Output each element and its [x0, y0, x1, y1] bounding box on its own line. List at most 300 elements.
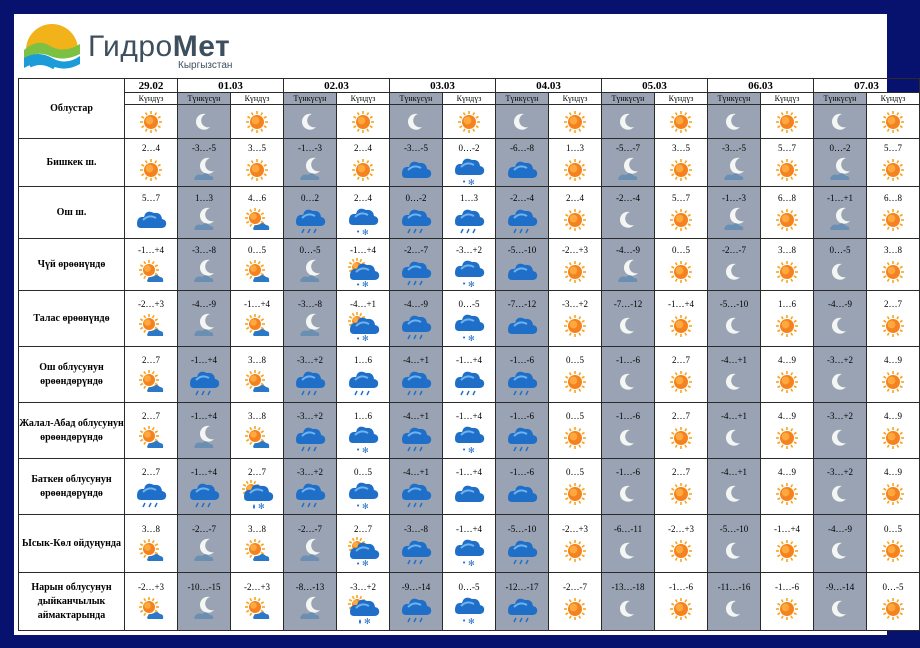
forecast-cell	[708, 291, 761, 347]
forecast-cell	[231, 239, 284, 291]
forecast-table	[18, 78, 920, 631]
cloud-icon	[506, 313, 538, 342]
svg-text:•: •	[356, 280, 361, 289]
temperature-range: -3…-5	[404, 142, 428, 153]
moon-icon	[718, 538, 750, 567]
brand-subtitle: Кыргызстан	[178, 60, 233, 71]
sun-cloud-icon	[135, 259, 167, 288]
header-weather-cell	[178, 105, 231, 139]
sun-icon	[877, 538, 909, 567]
sun-icon	[665, 259, 697, 288]
forecast-cell	[390, 347, 443, 403]
date-header: 29.02	[125, 79, 178, 93]
temperature-range: -3…+2	[826, 466, 854, 477]
day-label: Күндүз	[125, 93, 178, 105]
temperature-range: -2…-7	[563, 581, 587, 592]
temperature-range: 2…4	[566, 192, 584, 203]
table-row	[19, 291, 920, 347]
svg-text:•: •	[462, 445, 467, 454]
sun-cloud-snow-icon	[347, 538, 379, 567]
temperature-range: 2…7	[884, 298, 902, 309]
forecast-cell	[602, 459, 655, 515]
table-row	[19, 139, 920, 187]
cloud-rain-icon	[188, 369, 220, 398]
forecast-cell	[549, 139, 602, 187]
cloud-rain-icon	[400, 538, 432, 567]
temperature-range: -3…+2	[349, 581, 377, 592]
svg-text:✻: ✻	[258, 501, 265, 511]
svg-text:✻: ✻	[362, 333, 369, 343]
temperature-range: 5…7	[884, 142, 902, 153]
region-name: Нарын облусунун дыйканчылык аймактарында	[19, 573, 125, 631]
sun-icon	[559, 425, 591, 454]
moon-cloud-icon	[824, 207, 856, 236]
header-weather-cell	[337, 105, 390, 139]
temperature-range: 5…7	[672, 192, 690, 203]
sun-cloud-icon	[241, 425, 273, 454]
sun-icon	[771, 157, 803, 186]
hydromet-logo	[20, 20, 280, 80]
night-label: Түнкүсүн	[178, 93, 231, 105]
moon-icon	[612, 207, 644, 236]
moon-icon	[612, 538, 644, 567]
temperature-range: -1…+4	[667, 298, 695, 309]
temperature-range: -1…+4	[773, 523, 801, 534]
moon-icon	[718, 313, 750, 342]
svg-text:✻: ✻	[468, 558, 475, 568]
moon-icon	[718, 425, 750, 454]
temperature-range: 0…5	[248, 244, 266, 255]
temperature-range: -1…-6	[510, 354, 534, 365]
header-weather-cell	[655, 105, 708, 139]
sun-icon	[771, 313, 803, 342]
cloud-snow-icon	[347, 207, 379, 236]
temperature-range: -9…-14	[825, 581, 855, 592]
moon-cloud-icon	[294, 157, 326, 186]
sun-icon	[665, 109, 697, 138]
svg-text:•: •	[462, 616, 467, 625]
temperature-range: -1…+4	[455, 466, 483, 477]
moon-cloud-icon	[718, 157, 750, 186]
sun-icon	[771, 369, 803, 398]
forecast-cell	[867, 291, 920, 347]
header-weather-cell	[814, 105, 867, 139]
cloud-icon	[400, 157, 432, 186]
cloud-rain-icon	[453, 207, 485, 236]
temperature-range: 0…5	[566, 410, 584, 421]
forecast-cell	[549, 347, 602, 403]
temperature-range: -2…-4	[510, 192, 534, 203]
forecast-cell	[602, 573, 655, 631]
moon-cloud-icon	[188, 259, 220, 288]
forecast-cell	[602, 187, 655, 239]
temperature-range: -1…+4	[349, 244, 377, 255]
forecast-cell	[496, 347, 549, 403]
sun-icon	[347, 109, 379, 138]
temperature-range: -3…-8	[404, 523, 428, 534]
moon-icon	[400, 109, 432, 138]
cloud-rain-icon	[294, 207, 326, 236]
date-header: 02.03	[284, 79, 390, 93]
moon-icon	[718, 259, 750, 288]
forecast-cell	[814, 403, 867, 459]
temperature-range: -6…-11	[613, 523, 643, 534]
temperature-range: 2…7	[354, 523, 372, 534]
forecast-cell	[867, 239, 920, 291]
forecast-cell	[443, 239, 496, 291]
sun-icon	[665, 538, 697, 567]
forecast-cell	[443, 347, 496, 403]
header-weather-cell	[549, 105, 602, 139]
region-name: Баткен облусунун өрөөндөрүндө	[19, 459, 125, 515]
cloud-icon	[506, 481, 538, 510]
temperature-range: 5…7	[778, 142, 796, 153]
moon-cloud-icon	[612, 259, 644, 288]
temperature-range: -4…+1	[402, 466, 430, 477]
forecast-cell	[761, 459, 814, 515]
temperature-range: -2…+3	[243, 581, 271, 592]
forecast-cell	[602, 239, 655, 291]
temperature-range: 1…6	[778, 298, 796, 309]
forecast-cell	[178, 291, 231, 347]
moon-icon	[612, 313, 644, 342]
cloud-snow-icon	[453, 259, 485, 288]
forecast-cell	[231, 139, 284, 187]
forecast-cell	[549, 459, 602, 515]
moon-icon	[294, 109, 326, 138]
temperature-range: -5…-10	[719, 298, 749, 309]
forecast-cell	[867, 459, 920, 515]
temperature-range: 5…7	[142, 192, 160, 203]
temperature-range: -2…-7	[298, 523, 322, 534]
svg-text:✻: ✻	[362, 501, 369, 511]
table-row	[19, 347, 920, 403]
forecast-cell	[390, 239, 443, 291]
cloud-icon	[506, 157, 538, 186]
table-row	[19, 515, 920, 573]
forecast-cell	[761, 403, 814, 459]
temperature-range: 3…8	[142, 523, 160, 534]
table-row	[19, 187, 920, 239]
temperature-range: -3…-5	[192, 142, 216, 153]
moon-icon	[612, 109, 644, 138]
sun-cloud-rain-icon	[241, 481, 273, 510]
moon-icon	[718, 481, 750, 510]
moon-cloud-icon	[294, 596, 326, 625]
temperature-range: -5…-7	[616, 142, 640, 153]
region-name: Талас өрөөнүндө	[19, 291, 125, 347]
temperature-range: 3…8	[778, 244, 796, 255]
temperature-range: -2…-7	[192, 523, 216, 534]
moon-icon	[718, 369, 750, 398]
sun-icon	[665, 369, 697, 398]
temperature-range: -4…+1	[402, 410, 430, 421]
temperature-range: -9…-14	[401, 581, 431, 592]
sun-icon	[241, 157, 273, 186]
svg-text:✻: ✻	[468, 279, 475, 289]
sun-cloud-icon	[241, 207, 273, 236]
forecast-cell	[655, 291, 708, 347]
sun-icon	[877, 369, 909, 398]
forecast-cell	[814, 139, 867, 187]
temperature-range: 0…-5	[882, 581, 904, 592]
forecast-cell	[761, 515, 814, 573]
forecast-cell	[814, 515, 867, 573]
temperature-range: 6…8	[778, 192, 796, 203]
cloud-snow-icon	[347, 425, 379, 454]
sun-cloud-icon	[241, 538, 273, 567]
forecast-cell	[814, 347, 867, 403]
temperature-range: 4…9	[884, 410, 902, 421]
forecast-cell	[549, 291, 602, 347]
temperature-range: -1…-3	[722, 192, 746, 203]
night-label: Түнкүсүн	[284, 93, 337, 105]
forecast-cell	[284, 239, 337, 291]
svg-text:✻: ✻	[468, 177, 475, 187]
moon-icon	[612, 369, 644, 398]
forecast-cell	[761, 347, 814, 403]
forecast-cell	[178, 187, 231, 239]
temperature-range: -3…-5	[722, 142, 746, 153]
moon-cloud-icon	[824, 157, 856, 186]
temperature-range: 4…9	[778, 354, 796, 365]
temperature-range: 2…7	[672, 466, 690, 477]
temperature-range: -3…+2	[296, 410, 324, 421]
header-weather-cell	[284, 105, 337, 139]
temperature-range: 2…4	[354, 142, 372, 153]
night-label: Түнкүсүн	[814, 93, 867, 105]
cloud-snow-icon	[453, 596, 485, 625]
temperature-range: -5…-10	[719, 523, 749, 534]
cloud-rain-icon	[506, 425, 538, 454]
forecast-cell	[443, 291, 496, 347]
date-header: 06.03	[708, 79, 814, 93]
forecast-cell	[390, 459, 443, 515]
temperature-range: 0…-2	[458, 142, 480, 153]
moon-cloud-icon	[188, 207, 220, 236]
svg-text:✻: ✻	[364, 616, 371, 626]
svg-text:•: •	[356, 559, 361, 568]
brand-name: ГидроМет	[88, 30, 231, 63]
temperature-range: -3…+2	[296, 354, 324, 365]
temperature-range: 1…3	[566, 142, 584, 153]
forecast-cell	[337, 573, 390, 631]
region-name: Бишкек ш.	[19, 139, 125, 187]
sun-icon	[877, 259, 909, 288]
sun-icon	[771, 259, 803, 288]
temperature-range: -4…+1	[402, 354, 430, 365]
cloud-snow-icon	[347, 481, 379, 510]
moon-icon	[824, 596, 856, 625]
temperature-range: 0…-2	[405, 192, 427, 203]
sun-icon	[559, 313, 591, 342]
moon-icon	[612, 481, 644, 510]
forecast-cell	[231, 187, 284, 239]
temperature-range: -3…+2	[455, 244, 483, 255]
temperature-range: 2…7	[672, 354, 690, 365]
temperature-range: 6…8	[884, 192, 902, 203]
sun-icon	[559, 538, 591, 567]
forecast-cell	[549, 515, 602, 573]
forecast-cell	[178, 403, 231, 459]
sun-icon	[559, 596, 591, 625]
forecast-cell	[496, 573, 549, 631]
forecast-cell	[602, 515, 655, 573]
forecast-cell	[178, 515, 231, 573]
forecast-cell	[655, 459, 708, 515]
moon-icon	[824, 109, 856, 138]
temperature-range: 0…5	[566, 466, 584, 477]
temperature-range: -4…-9	[828, 298, 852, 309]
temperature-range: 4…9	[884, 354, 902, 365]
forecast-cell	[867, 573, 920, 631]
cloud-rain-icon	[506, 596, 538, 625]
forecast-cell	[602, 291, 655, 347]
forecast-cell	[231, 573, 284, 631]
temperature-range: -10…-15	[187, 581, 221, 592]
forecast-cell	[655, 187, 708, 239]
forecast-cell	[761, 573, 814, 631]
temperature-range: -1…+4	[190, 466, 218, 477]
sun-icon	[559, 259, 591, 288]
temperature-range: 3…8	[248, 354, 266, 365]
temperature-range: 0…-5	[299, 244, 321, 255]
forecast-cell	[125, 573, 178, 631]
forecast-cell	[496, 515, 549, 573]
forecast-cell	[178, 139, 231, 187]
temperature-range: 1…6	[354, 410, 372, 421]
forecast-cell	[284, 459, 337, 515]
forecast-cell	[231, 515, 284, 573]
svg-text:•: •	[356, 501, 361, 510]
temperature-range: -4…-9	[828, 523, 852, 534]
forecast-cell	[708, 515, 761, 573]
temperature-range: 2…7	[672, 410, 690, 421]
cloud-rain-icon	[294, 369, 326, 398]
cloud-rain-icon	[400, 313, 432, 342]
svg-text:✻: ✻	[468, 616, 475, 626]
sun-icon	[771, 425, 803, 454]
temperature-range: 2…4	[142, 142, 160, 153]
temperature-range: -3…+2	[561, 298, 589, 309]
cloud-icon	[453, 481, 485, 510]
hydromet-logo-icon	[20, 20, 84, 76]
temperature-range: 2…7	[142, 354, 160, 365]
sun-cloud-icon	[241, 313, 273, 342]
sun-icon	[665, 157, 697, 186]
temperature-range: -3…-8	[298, 298, 322, 309]
sun-icon	[877, 596, 909, 625]
forecast-cell	[867, 187, 920, 239]
forecast-cell	[284, 515, 337, 573]
forecast-cell	[761, 139, 814, 187]
cloud-rain-icon	[135, 481, 167, 510]
cloud-rain-icon	[506, 369, 538, 398]
forecast-cell	[390, 139, 443, 187]
temperature-range: -2…-4	[616, 192, 640, 203]
sun-icon	[347, 157, 379, 186]
region-name: Чүй өрөөнүндө	[19, 239, 125, 291]
sun-icon	[241, 109, 273, 138]
sun-icon	[559, 157, 591, 186]
temperature-range: -3…-8	[192, 244, 216, 255]
night-label: Түнкүсүн	[390, 93, 443, 105]
sun-cloud-icon	[241, 369, 273, 398]
moon-cloud-icon	[294, 538, 326, 567]
header-weather-cell	[125, 105, 178, 139]
temperature-range: 0…-2	[829, 142, 851, 153]
temperature-range: -13…-18	[611, 581, 645, 592]
svg-text:✻: ✻	[362, 279, 369, 289]
cloud-rain-icon	[453, 369, 485, 398]
header-weather-cell	[390, 105, 443, 139]
day-label: Күндүз	[337, 93, 390, 105]
cloud-snow-icon	[453, 157, 485, 186]
forecast-cell	[337, 459, 390, 515]
svg-text:•: •	[462, 333, 467, 342]
temperature-range: -1…-3	[298, 142, 322, 153]
temperature-range: -11…-16	[717, 581, 751, 592]
forecast-cell	[284, 403, 337, 459]
forecast-cell	[443, 459, 496, 515]
moon-icon	[612, 425, 644, 454]
temperature-range: 3…8	[248, 523, 266, 534]
forecast-cell	[867, 403, 920, 459]
temperature-range: 2…7	[248, 466, 266, 477]
day-label: Күндүз	[655, 93, 708, 105]
temperature-range: -7…-12	[613, 298, 643, 309]
temperature-range: -4…-9	[192, 298, 216, 309]
forecast-cell	[231, 403, 284, 459]
temperature-range: -1…-6	[510, 466, 534, 477]
sun-icon	[135, 157, 167, 186]
forecast-cell	[337, 139, 390, 187]
svg-text:✻: ✻	[362, 445, 369, 455]
forecast-cell	[814, 239, 867, 291]
svg-text:•: •	[356, 445, 361, 454]
forecast-cell	[390, 291, 443, 347]
night-label: Түнкүсүн	[496, 93, 549, 105]
forecast-cell	[125, 459, 178, 515]
sun-cloud-icon	[135, 596, 167, 625]
sun-icon	[665, 313, 697, 342]
forecast-cell	[867, 139, 920, 187]
temperature-range: -2…+3	[137, 581, 165, 592]
temperature-range: 2…4	[354, 192, 372, 203]
sun-cloud-icon	[135, 425, 167, 454]
cloud-rain-icon	[347, 369, 379, 398]
temperature-range: -4…+1	[720, 354, 748, 365]
temperature-range: -3…+2	[296, 466, 324, 477]
moon-cloud-icon	[188, 313, 220, 342]
temperature-range: -1…-6	[510, 410, 534, 421]
moon-icon	[612, 596, 644, 625]
temperature-range: 0…5	[354, 466, 372, 477]
sun-icon	[877, 313, 909, 342]
cloud-rain-icon	[400, 425, 432, 454]
forecast-cell	[761, 187, 814, 239]
moon-icon	[824, 369, 856, 398]
temperature-range: -4…+1	[349, 298, 377, 309]
cloud-rain-icon	[506, 207, 538, 236]
sun-icon	[771, 207, 803, 236]
temperature-range: 3…8	[884, 244, 902, 255]
temperature-range: -2…+3	[561, 523, 589, 534]
forecast-cell	[443, 515, 496, 573]
sun-icon	[559, 369, 591, 398]
date-header: 01.03	[178, 79, 284, 93]
cloud-rain-icon	[506, 538, 538, 567]
